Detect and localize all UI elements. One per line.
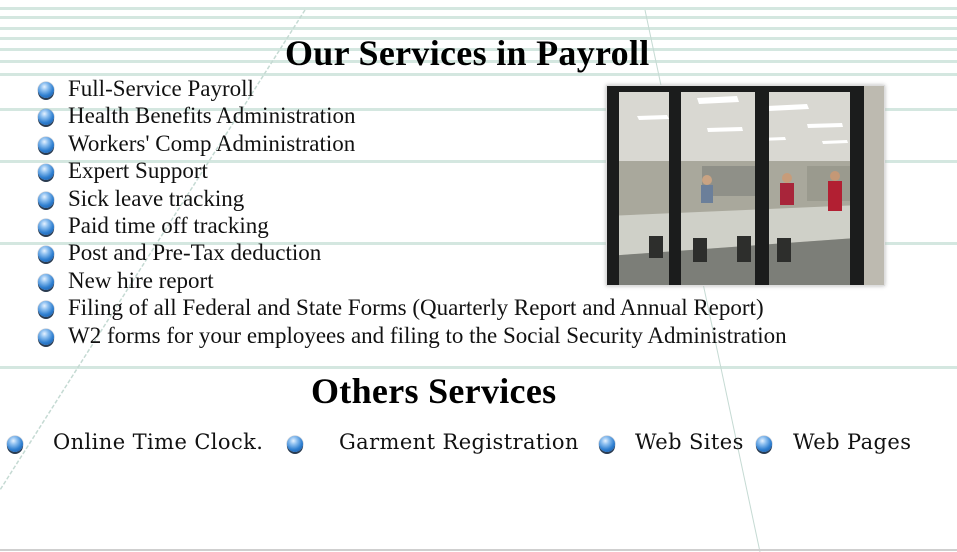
bottom-divider: [0, 549, 957, 551]
bullet-icon: [38, 164, 54, 180]
bullet-icon: [38, 192, 54, 208]
bullet-icon: [38, 246, 54, 262]
service-label: W2 forms for your employees and filing to the Social Security Administration: [68, 322, 787, 348]
service-label: Workers' Comp Administration: [68, 130, 356, 156]
service-label: Health Benefits Administration: [68, 103, 356, 129]
other-service-label: Web Pages: [793, 430, 912, 454]
list-item: [38, 322, 787, 349]
other-service-label: Web Sites: [635, 430, 744, 454]
section-title: Others Services: [311, 371, 557, 411]
service-label: New hire report: [68, 267, 214, 293]
bullet-icon: [38, 137, 54, 153]
bullet-icon: [38, 219, 54, 235]
other-service-label: Garment Registration: [339, 430, 579, 454]
service-label: Paid time off tracking: [68, 212, 269, 238]
other-services-list: [0, 427, 957, 457]
page-title: Our Services in Payroll: [285, 33, 650, 73]
service-label: Sick leave tracking: [68, 185, 245, 211]
service-label: Filing of all Federal and State Forms (Quarterly Report and Annual Report): [68, 295, 764, 321]
service-label: Full-Service Payroll: [68, 76, 254, 101]
bullet-icon: [38, 82, 54, 98]
bullet-icon: [599, 436, 615, 452]
service-label: Post and Pre-Tax deduction: [68, 240, 322, 266]
list-item: [38, 294, 787, 321]
bullet-icon: [38, 274, 54, 290]
bullet-icon: [38, 109, 54, 125]
bullet-icon: [7, 436, 23, 452]
service-label: Expert Support: [68, 158, 208, 184]
bullet-icon: [756, 436, 772, 452]
bullet-icon: [38, 329, 54, 345]
other-service-label: Online Time Clock.: [53, 430, 264, 454]
office-photo: [606, 85, 885, 286]
bullet-icon: [38, 301, 54, 317]
bullet-icon: [287, 436, 303, 452]
